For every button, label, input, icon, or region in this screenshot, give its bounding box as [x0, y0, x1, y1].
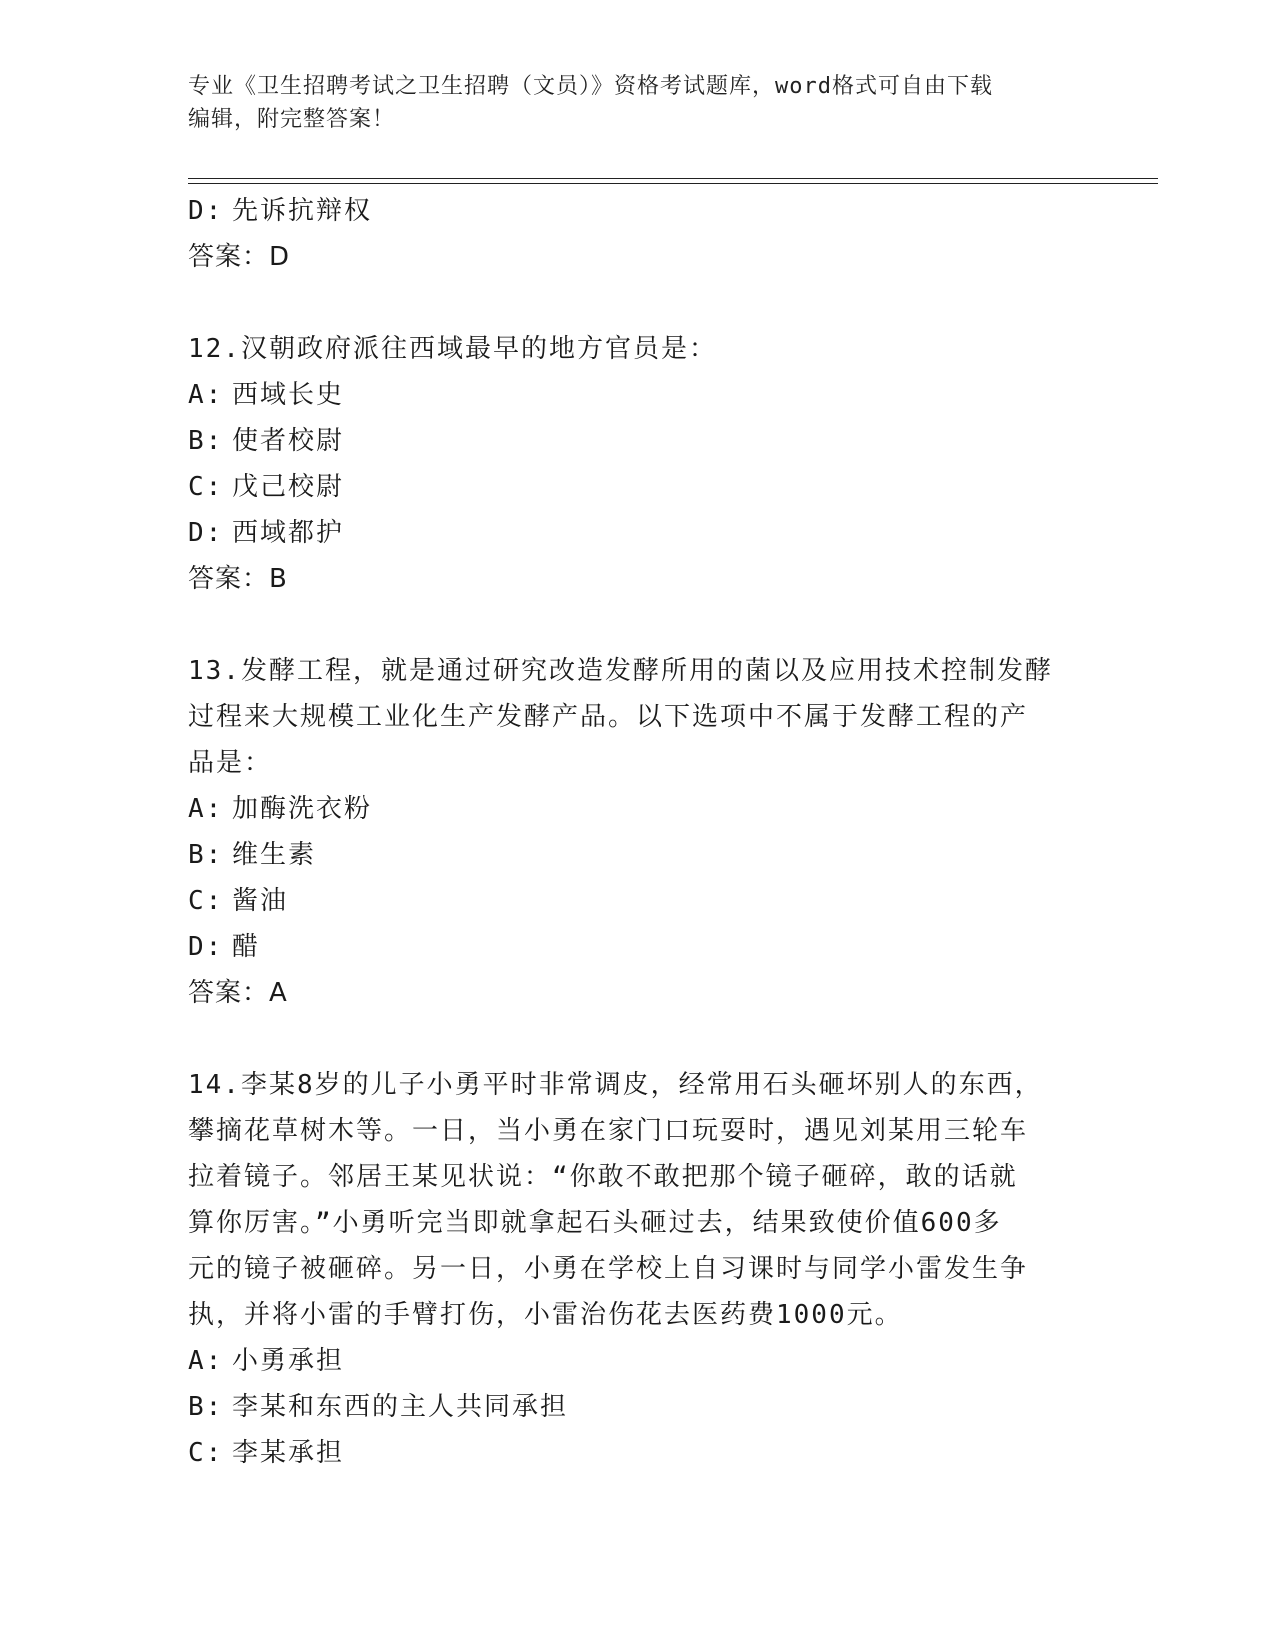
option-text: 小勇承担	[232, 1346, 345, 1376]
option-text: 李某承担	[232, 1438, 345, 1468]
q13-answer: 答案：A	[188, 978, 288, 1008]
q14-option-a	[188, 1338, 1088, 1384]
option-text: 李某和东西的主人共同承担	[232, 1392, 569, 1422]
option-key: B:	[188, 426, 224, 456]
option-key: A:	[188, 380, 224, 410]
q12-option-c	[188, 464, 1088, 510]
option-text: 加酶洗衣粉	[232, 794, 373, 824]
question-12: 12.汉朝政府派往西域最早的地方官员是：	[188, 334, 717, 364]
question-line: 过程来大规模工业化生产发酵产品。以下选项中不属于发酵工程的产	[188, 702, 1029, 732]
header-rule-top	[188, 178, 1158, 179]
option-text: 戊己校尉	[232, 472, 345, 502]
option-key: C:	[188, 1438, 224, 1468]
q12-option-a	[188, 372, 1088, 418]
option-key: A:	[188, 1346, 224, 1376]
spacer	[188, 1016, 1088, 1062]
question-13	[188, 648, 1088, 786]
option-text: 西域长史	[232, 380, 345, 410]
option-text: 酱油	[232, 886, 289, 916]
question-line: 品是：	[188, 748, 273, 778]
option-text: 使者校尉	[232, 426, 345, 456]
header-line-2: 编辑，附完整答案！	[188, 107, 396, 132]
question-line: 14.李某8岁的儿子小勇平时非常调皮，经常用石头砸坏别人的东西，	[188, 1070, 1043, 1100]
q14-option-c	[188, 1430, 1088, 1476]
q12-option-d	[188, 510, 1088, 556]
q13-option-d	[188, 924, 1088, 970]
q13-option-c	[188, 878, 1088, 924]
option-key: D:	[188, 518, 224, 548]
question-line: 算你厉害。”小勇听完当即就拿起石头砸过去，结果致使价值600多	[188, 1208, 1002, 1238]
header-rule-bottom	[188, 183, 1158, 184]
prev-answer: 答案：D	[188, 242, 291, 272]
header-line-1: 专业《卫生招聘考试之卫生招聘（文员）》资格考试题库，word格式可自由下载	[188, 74, 993, 99]
question-line: 元的镜子被砸碎。另一日，小勇在学校上自习课时与同学小雷发生争	[188, 1254, 1029, 1284]
option-key: C:	[188, 886, 224, 916]
document-header	[188, 70, 1088, 136]
q12-answer: 答案：B	[188, 564, 288, 594]
option-key: B:	[188, 1392, 224, 1422]
option-text: 维生素	[232, 840, 317, 870]
spacer	[188, 602, 1088, 648]
option-key: D:	[188, 196, 224, 226]
option-text: 醋	[232, 932, 261, 962]
question-line: 拉着镜子。邻居王某见状说：“你敢不敢把那个镜子砸碎，敢的话就	[188, 1162, 1018, 1192]
q14-option-b	[188, 1384, 1088, 1430]
question-line: 攀摘花草树木等。一日，当小勇在家门口玩耍时，遇见刘某用三轮车	[188, 1116, 1029, 1146]
question-line: 13.发酵工程，就是通过研究改造发酵所用的菌以及应用技术控制发酵	[188, 656, 1053, 686]
option-key: C:	[188, 472, 224, 502]
prev-option-d	[188, 188, 1088, 234]
q13-option-b	[188, 832, 1088, 878]
option-key: D:	[188, 932, 224, 962]
option-key: A:	[188, 794, 224, 824]
option-text: 先诉抗辩权	[232, 196, 373, 226]
document-body	[188, 188, 1088, 1476]
question-14	[188, 1062, 1088, 1338]
spacer	[188, 280, 1088, 326]
q13-option-a	[188, 786, 1088, 832]
q12-option-b	[188, 418, 1088, 464]
option-key: B:	[188, 840, 224, 870]
option-text: 西域都护	[232, 518, 345, 548]
question-line: 执，并将小雷的手臂打伤，小雷治伤花去医药费1000元。	[188, 1300, 903, 1330]
